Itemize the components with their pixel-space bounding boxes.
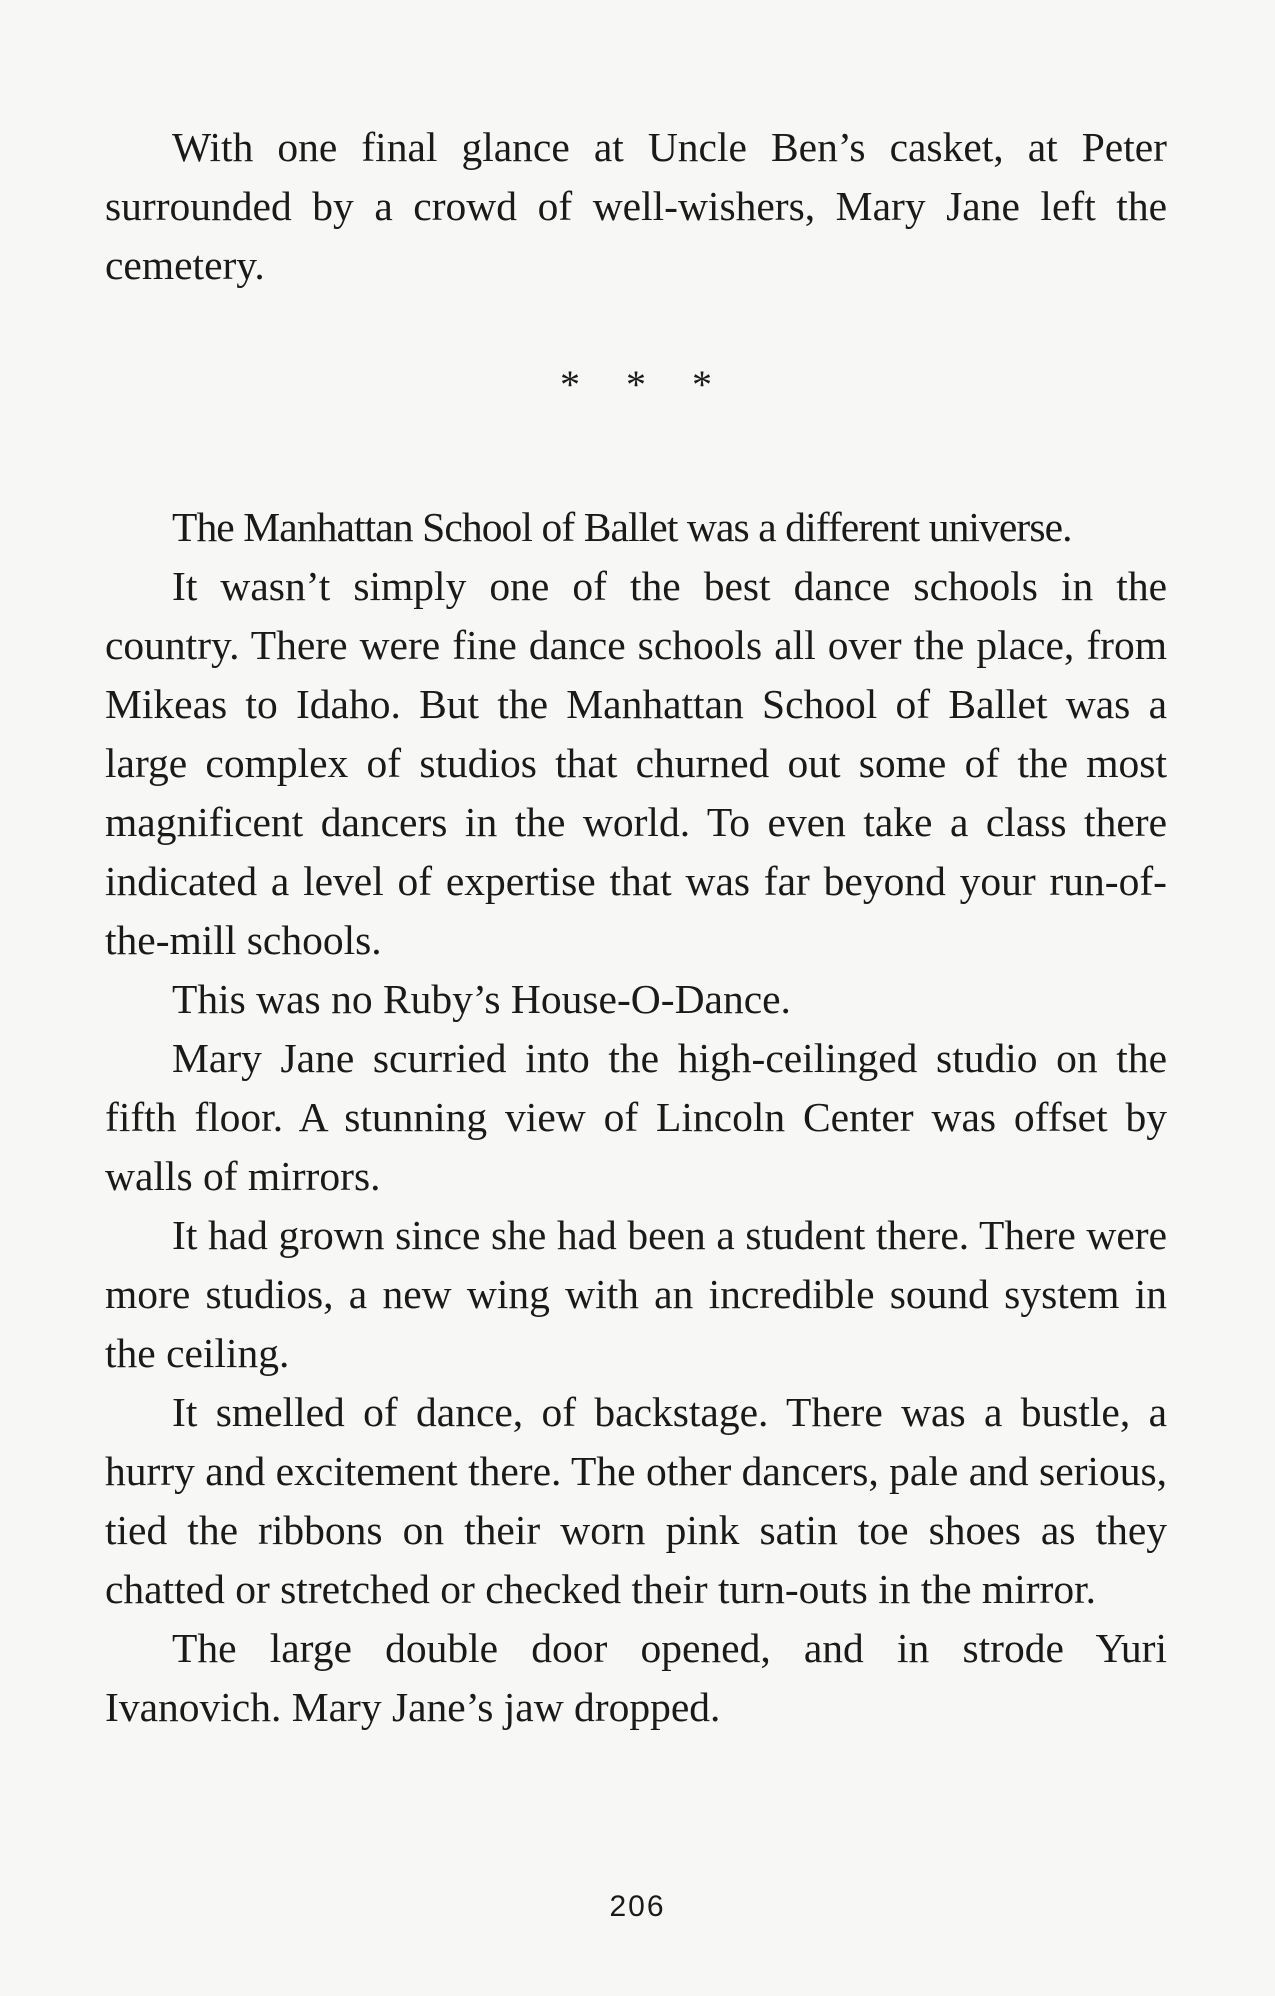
scene-break: * * *: [560, 362, 730, 407]
paragraph: This was no Ruby’s House-O-Dance.: [172, 976, 791, 1022]
page-number: 206: [609, 1890, 666, 1923]
paragraph: With one final glance at Uncle Ben’s casket, at Peter surrounded by a crowd of well-wishers, Mary Jane left the cemetery.: [105, 124, 1167, 288]
paragraph: The Manhattan School of Ballet was a different universe.: [172, 504, 1072, 550]
paragraph: The large double door opened, and in strode Yuri Ivanovich. Mary Jane’s jaw dropped.: [105, 1625, 1167, 1730]
paragraph: It smelled of dance, of backstage. There was a bustle, a hurry and excitement there. The other dancers, pale and serious, tied the ribbons on their worn pink satin toe shoes as they chatted or stretched or checked their turn-outs in the mirror.: [105, 1389, 1167, 1612]
paragraph: It had grown since she had been a student there. There were more studios, a new wing with an incredible sound system in the ceiling.: [105, 1212, 1167, 1376]
paragraph: It wasn’t simply one of the best dance schools in the country. There were fine dance schools all over the place, from Mikeas to Idaho. But the Manhattan School of Ballet was a large complex of studios that churned out some of the most magnificent dancers in the world. To even take a class there indicated a level of expertise that was far beyond your run-of-the-mill schools.: [105, 563, 1167, 963]
paragraph: Mary Jane scurried into the high-ceilinged studio on the fifth floor. A stunning view of Lincoln Center was offset by walls of mirrors.: [105, 1035, 1167, 1199]
page-body: [105, 118, 1167, 1737]
